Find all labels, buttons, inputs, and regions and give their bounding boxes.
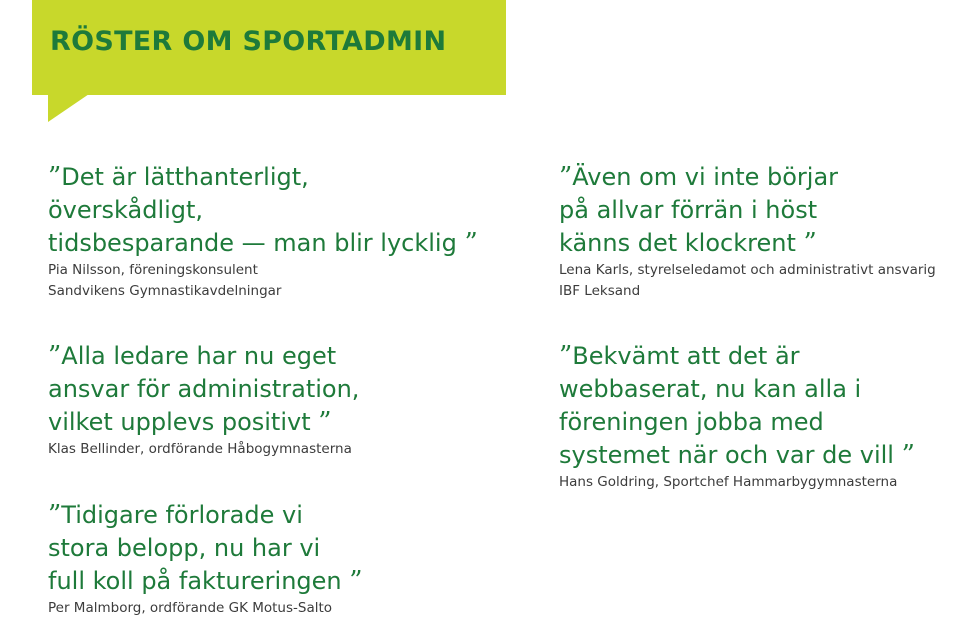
quote-line: full koll på faktureringen <box>48 567 342 595</box>
testimonial-attribution <box>559 260 936 302</box>
quote-line: känns det klockrent <box>559 229 796 257</box>
quote-line: Även om vi inte börjar <box>572 163 839 191</box>
testimonial-attribution <box>48 260 478 302</box>
testimonial-attribution <box>559 472 915 493</box>
close-quote-mark: ” <box>464 228 478 258</box>
quote-line: vilket upplevs positivt <box>48 408 311 436</box>
quote-line: Bekvämt att det är <box>572 342 800 370</box>
open-quote-mark: ” <box>559 341 573 371</box>
testimonial-klas-bellinder <box>48 340 359 460</box>
quote-line: ansvar för administration, <box>48 375 360 403</box>
attribution-line: Per Malmborg, ordförande GK Motus-Salto <box>48 600 333 616</box>
testimonial-attribution <box>48 598 363 619</box>
quote-line: stora belopp, nu har vi <box>48 534 321 562</box>
testimonial-hans-goldring <box>559 340 915 493</box>
page-title: RÖSTER OM SPORTADMIN <box>50 26 447 57</box>
quote-line: Tidigare förlorade vi <box>61 501 303 529</box>
attribution-line: IBF Leksand <box>559 283 641 299</box>
quote-line: Det är lätthanterligt, <box>61 163 309 191</box>
attribution-line: Lena Karls, styrelseledamot och administrativt ansvarig <box>559 262 936 278</box>
quote-line: tidsbesparande — man blir lycklig <box>48 229 457 257</box>
testimonial-quote <box>48 340 359 439</box>
testimonial-pia-nilsson <box>48 161 478 302</box>
quote-line: på allvar förrän i höst <box>559 196 818 224</box>
open-quote-mark: ” <box>48 341 62 371</box>
testimonial-quote <box>48 499 363 598</box>
attribution-line: Pia Nilsson, föreningskonsulent <box>48 262 258 278</box>
close-quote-mark: ” <box>803 228 817 258</box>
attribution-line: Klas Bellinder, ordförande Håbogymnasterna <box>48 441 352 457</box>
close-quote-mark: ” <box>901 440 915 470</box>
quote-line: föreningen jobba med <box>559 408 824 436</box>
attribution-line: Hans Goldring, Sportchef Hammarbygymnasterna <box>559 474 898 490</box>
attribution-line: Sandvikens Gymnastikavdelningar <box>48 283 282 299</box>
quote-line: webbaserat, nu kan alla i <box>559 375 862 403</box>
testimonial-lena-karls <box>559 161 936 302</box>
testimonial-attribution <box>48 439 359 460</box>
testimonial-per-malmborg <box>48 499 363 619</box>
open-quote-mark: ” <box>559 162 573 192</box>
close-quote-mark: ” <box>349 566 363 596</box>
close-quote-mark: ” <box>318 407 332 437</box>
quote-line: Alla ledare har nu eget <box>61 342 337 370</box>
open-quote-mark: ” <box>48 500 62 530</box>
quote-line: överskådligt, <box>48 196 204 224</box>
open-quote-mark: ” <box>48 162 62 192</box>
testimonial-quote <box>559 161 936 260</box>
header-banner-pointer <box>48 92 92 122</box>
quote-line: systemet när och var de vill <box>559 441 894 469</box>
testimonial-quote <box>559 340 915 472</box>
testimonial-quote <box>48 161 478 260</box>
